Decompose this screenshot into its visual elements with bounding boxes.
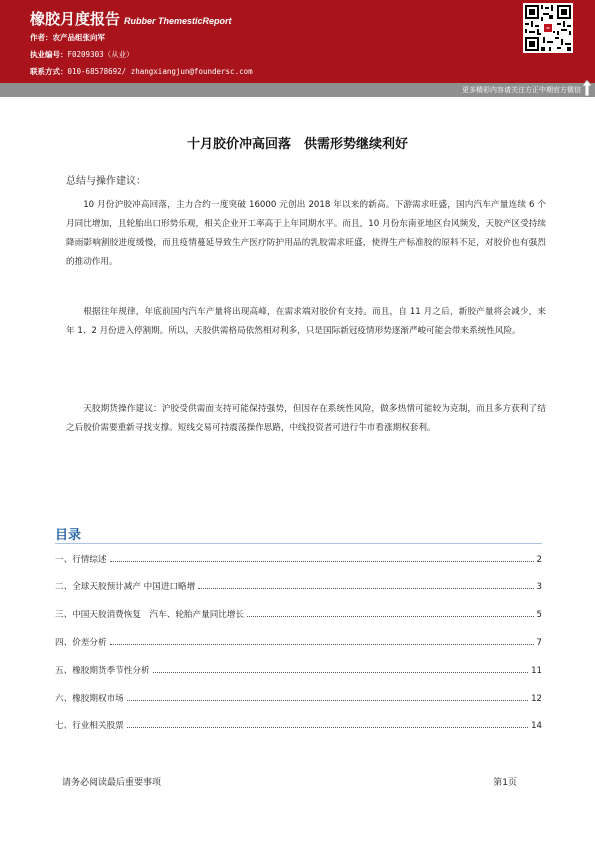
summary-paragraph-2: 根据往年规律，年底前国内汽车产量将出现高峰，在需求端对胶价有支持。而且，自 11 月之后，新胶产量将会减少，来年 1、2 月份进入停割期。所以，天胶供需格局依然相对利多，只是国际新冠疫情形势逐渐严峻可能会带来系统性风险。: [66, 307, 546, 336]
report-brand: [30, 8, 232, 29]
toc-leader: [247, 616, 533, 617]
toc-item[interactable]: [55, 634, 542, 648]
author-line: [30, 32, 105, 43]
qr-code-icon: [523, 3, 573, 53]
toc-item-title: 六、橡胶期权市场: [55, 694, 124, 704]
toc-item-title: 五、橡胶期货季节性分析: [55, 666, 150, 676]
toc-item-title: 二、全球天胶预计减产 中国进口略增: [55, 582, 196, 592]
report-title: 十月胶价冲高回落 供需形势继续利好: [186, 137, 408, 152]
footer-page-number: 第1页: [493, 778, 517, 788]
footer-disclaimer-note: 请务必阅读最后重要事项: [62, 778, 162, 788]
toc-leader: [127, 700, 528, 701]
toc-item-title: 三、中国天胶消费恢复 汽车、轮胎产量同比增长: [55, 610, 245, 620]
toc-item[interactable]: [55, 690, 542, 704]
toc-item[interactable]: [55, 606, 542, 620]
author-value: 农产品组张向军: [52, 33, 105, 42]
toc-leader: [153, 672, 529, 673]
license-label: 执业编号：: [30, 50, 68, 59]
toc-item[interactable]: [55, 551, 542, 565]
license-line: [30, 49, 134, 60]
follow-banner-text: 更多精彩内容请关注方正中期官方微信: [462, 86, 581, 94]
toc-divider: [55, 543, 542, 544]
toc-item-page: 14: [531, 721, 542, 731]
follow-banner: [0, 83, 595, 97]
toc-item-page: 11: [531, 666, 542, 676]
toc-item-page: 2: [536, 555, 542, 565]
license-value: F0209303（从业）: [67, 50, 134, 59]
author-label: 作者：: [30, 33, 53, 42]
toc-item-page: 3: [536, 582, 542, 592]
toc-item[interactable]: [55, 578, 542, 592]
summary-paragraph-3: 天胶期货操作建议：沪胶受供需面支持可能保持强势，但因存在系统性风险，做多热情可能较为克制，而且多方获利了结之后胶价需要重新寻找支撑。短线交易可持震荡操作思路，中线投资者可进行牛市看涨期权套利。: [66, 404, 546, 433]
summary-paragraph-1: 10 月份沪胶冲高回落，主力合约一度突破 16000 元创出 2018 年以来的新高。下游需求旺盛，国内汽车产量连续 6 个月同比增加，且轮胎出口形势乐观，相关企业开工率高于上年同期水平。而且，10 月份东南亚地区台风频发，天胶产区受持续降雨影响割胶进度缓慢，而且疫情蔓延导致生产医疗防护用品的乳胶需求旺盛，使得生产标准胶的原料不足，对胶价也有强烈的推动作用。: [66, 200, 546, 267]
toc-item-title: 七、行业相关股票: [55, 721, 124, 731]
contact-line: [30, 66, 253, 77]
toc-item-page: 12: [531, 694, 542, 704]
toc-item-page: 5: [536, 610, 542, 620]
toc-item-title: 四、价差分析: [55, 638, 107, 648]
report-header: [0, 0, 595, 83]
toc-leader: [198, 588, 533, 589]
brand-title-en: Rubber ThemesticReport: [124, 16, 232, 26]
toc-item[interactable]: [55, 717, 542, 731]
toc-leader: [110, 561, 534, 562]
toc-item-title: 一、行情综述: [55, 555, 107, 565]
toc-leader: [127, 727, 528, 728]
contact-value: 010-68578692/ zhangxiangjun@foundersc.com: [67, 67, 253, 76]
toc-item-page: 7: [536, 638, 542, 648]
up-arrow-icon: [581, 79, 593, 97]
toc-leader: [110, 644, 534, 645]
toc-heading: 目录: [55, 528, 82, 543]
brand-title-cn: 橡胶月度报告: [30, 10, 121, 28]
toc-item[interactable]: [55, 662, 542, 676]
contact-label: 联系方式：: [30, 67, 68, 76]
summary-label: 总结与操作建议：: [66, 176, 146, 187]
